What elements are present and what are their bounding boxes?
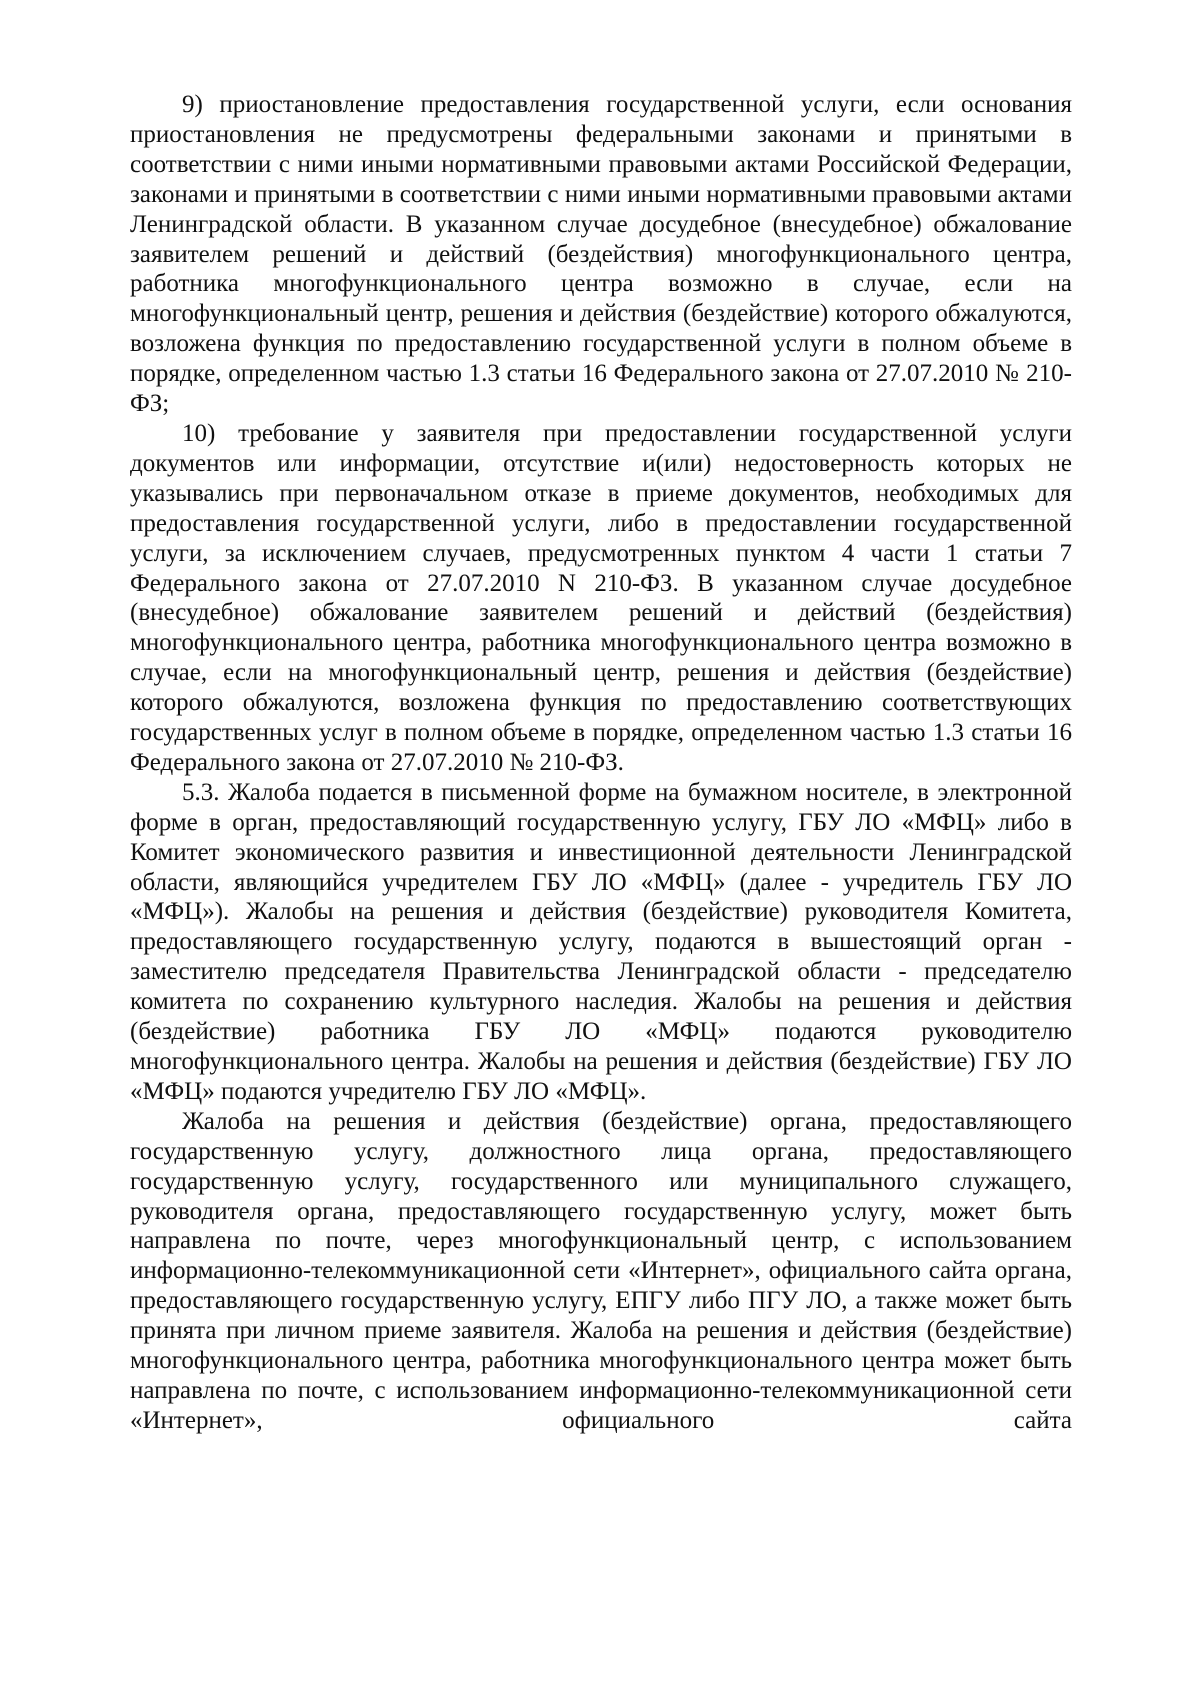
paragraph-complaint-submission: Жалоба на решения и действия (бездействие) органа, предоставляющего государственную услугу, должностного лица органа, предоставляющего государственную услугу, государственного или муниципального служащего, руководителя органа, предоставляющего государственную услугу, может быть направлена по почте, через многофункциональный центр, с использованием информационно-телекоммуникационной сети «Интернет», официального сайта органа, предоставляющего государственную услугу, ЕПГУ либо ПГУ ЛО, а также может быть принята при личном приеме заявителя. Жалоба на решения и действия (бездействие) многофункционального центра, работника многофункционального центра может быть направлена по почте, с использованием информационно-телекоммуникационной сети «Интернет», официального сайта bbox=[130, 1107, 1072, 1434]
paragraph-item-9: 9) приостановление предоставления государственной услуги, если основания приостановления не предусмотрены федеральными законами и принятыми в соответствии с ними иными нормативными правовыми актами Российской Федерации, законами и принятыми в соответствии с ними иными нормативными правовыми актами Ленинградской области. В указанном случае досудебное (внесудебное) обжалование заявителем решений и действий (бездействия) многофункционального центра, работника многофункционального центра возможно в случае, если на многофункциональный центр, решения и действия (бездействие) которого обжалуются, возложена функция по предоставлению государственной услуги в полном объеме в порядке, определенном частью 1.3 статьи 16 Федерального закона от 27.07.2010 № 210-ФЗ; bbox=[130, 91, 1072, 418]
paragraph-item-10: 10) требование у заявителя при предоставлении государственной услуги документов или информации, отсутствие и(или) недостоверность которых не указывались при первоначальном отказе в приеме документов, необходимых для предоставления государственной услуги, либо в предоставлении государственной услуги, за исключением случаев, предусмотренных пунктом 4 части 1 статьи 7 Федерального закона от 27.07.2010 N 210-ФЗ. В указанном случае досудебное (внесудебное) обжалование заявителем решений и действий (бездействия) многофункционального центра, работника многофункционального центра возможно в случае, если на многофункциональный центр, решения и действия (бездействие) которого обжалуются, возложена функция по предоставлению соответствующих государственных услуг в полном объеме в порядке, определенном частью 1.3 статьи 16 Федерального закона от 27.07.2010 № 210-ФЗ. bbox=[130, 419, 1072, 776]
document-page bbox=[130, 90, 1072, 1436]
paragraph-section-5-3: 5.3. Жалоба подается в письменной форме на бумажном носителе, в электронной форме в орган, предоставляющий государственную услугу, ГБУ ЛО «МФЦ» либо в Комитет экономического развития и инвестиционной деятельности Ленинградской области, являющийся учредителем ГБУ ЛО «МФЦ» (далее - учредитель ГБУ ЛО «МФЦ»). Жалобы на решения и действия (бездействие) руководителя Комитета, предоставляющего государственную услугу, подаются в вышестоящий орган - заместителю председателя Правительства Ленинградской области - председателю комитета по сохранению культурного наследия. Жалобы на решения и действия (бездействие) работника ГБУ ЛО «МФЦ» подаются руководителю многофункционального центра. Жалобы на решения и действия (бездействие) ГБУ ЛО «МФЦ» подаются учредителю ГБУ ЛО «МФЦ». bbox=[130, 778, 1072, 1105]
